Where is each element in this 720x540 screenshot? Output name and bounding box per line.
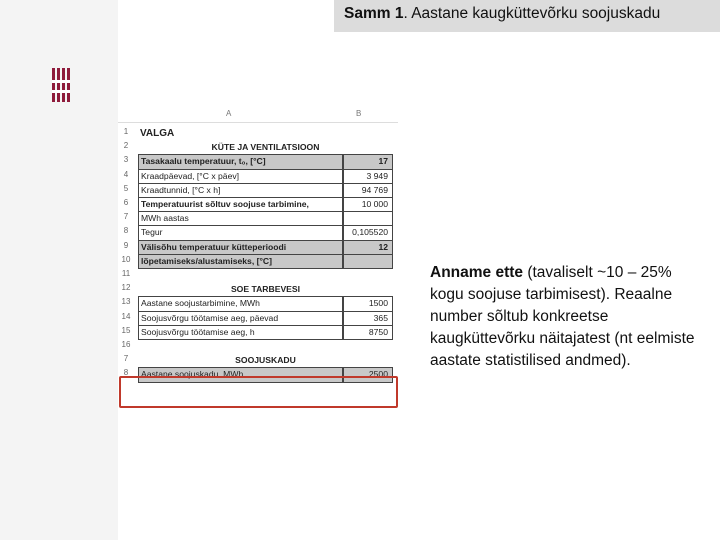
row-number[interactable]: 4 <box>123 169 129 179</box>
row-number[interactable]: 5 <box>123 183 129 193</box>
row-number[interactable]: 16 <box>121 340 131 349</box>
section-header[interactable]: KÜTE JA VENTILATSIOON <box>211 142 320 153</box>
row-number[interactable]: 8 <box>123 226 129 236</box>
row-number[interactable]: 2 <box>123 141 129 151</box>
row-number[interactable]: 9 <box>123 240 129 250</box>
row-number[interactable]: 7 <box>123 212 129 222</box>
row-number[interactable]: 12 <box>121 283 131 293</box>
row-number[interactable]: 3 <box>123 155 129 165</box>
cell-label[interactable]: lõpetamiseks/alustamiseks, [°C] <box>138 254 343 269</box>
cell-label[interactable]: Välisõhu temperatuur kütteperioodi <box>138 240 343 255</box>
cell-value[interactable]: 1500 <box>343 296 393 311</box>
row-number[interactable]: 1 <box>123 127 129 136</box>
cell-label[interactable]: Soojusvõrgu töötamise aeg, h <box>138 325 343 340</box>
column-header-row <box>118 106 398 123</box>
cell-label[interactable]: Aastane soojustarbimine, MWh <box>138 296 343 311</box>
cell-label[interactable]: Tegur <box>138 225 343 240</box>
slide-title <box>334 0 720 32</box>
row-number[interactable]: 7 <box>123 354 129 364</box>
spreadsheet <box>118 106 398 540</box>
cell-value[interactable]: 10 000 <box>343 197 393 212</box>
cell-value[interactable]: 12 <box>343 240 393 255</box>
cell-label[interactable] <box>138 341 343 355</box>
row-number[interactable]: 8 <box>123 368 129 378</box>
description-body: (tavaliselt ~10 – 25% kogu soojuse tarbimisest). Reaalne number sõltub konkreetse kaugküttevõrku näitajatest (nt eelmiste aastate statistilised andmed). <box>430 264 695 369</box>
cell-label[interactable] <box>138 270 343 284</box>
slide-title-rest: . Aastane kaugküttevõrku soojuskadu <box>403 5 661 22</box>
cell-value[interactable]: 365 <box>343 311 393 326</box>
cell-label[interactable]: MWh aastas <box>138 211 343 226</box>
university-logo-icon <box>52 68 72 102</box>
row-number[interactable]: 13 <box>121 297 131 307</box>
row-number[interactable]: 14 <box>121 311 131 321</box>
cell-label[interactable]: Soojusvõrgu töötamise aeg, päevad <box>138 311 343 326</box>
section-header[interactable]: SOOJUSKADU <box>235 355 296 366</box>
cell-label[interactable]: Aastane soojuskadu, MWh <box>138 367 343 382</box>
row-number[interactable]: 11 <box>121 269 131 278</box>
description-bold: Anname ette <box>430 264 524 281</box>
cell-value[interactable]: 3 949 <box>343 169 393 184</box>
highlight-box-heat-loss <box>119 376 398 408</box>
row-number[interactable]: 6 <box>123 198 129 207</box>
description-text <box>430 262 700 372</box>
row-number[interactable]: 10 <box>121 254 131 264</box>
cell-value[interactable] <box>343 254 393 269</box>
cell-value[interactable]: 8750 <box>343 325 393 340</box>
cell-label[interactable]: Kraadpäevad, [°C x päev] <box>138 169 343 184</box>
cell-value[interactable]: 2500 <box>343 367 393 382</box>
cell-label[interactable]: Tasakaalu temperatuur, t₀, [°C] <box>138 154 343 169</box>
cell-value[interactable]: 17 <box>343 154 393 169</box>
section-header[interactable]: SOE TARBEVESI <box>230 284 301 295</box>
cell-value[interactable]: 0,105520 <box>343 225 393 240</box>
cell-label[interactable]: Temperatuurist sõltuv soojuse tarbimine, <box>138 197 343 212</box>
cell-label[interactable]: Kraadtunnid, [°C x h] <box>138 183 343 198</box>
column-header-b[interactable]: B <box>356 109 362 118</box>
cell-value[interactable]: 94 769 <box>343 183 393 198</box>
cell-value[interactable] <box>343 211 393 226</box>
row-number[interactable]: 15 <box>121 325 131 335</box>
cell-label[interactable]: VALGA <box>140 128 175 139</box>
column-header-a[interactable]: A <box>226 109 232 118</box>
slide-title-bold: Samm 1 <box>344 5 404 22</box>
